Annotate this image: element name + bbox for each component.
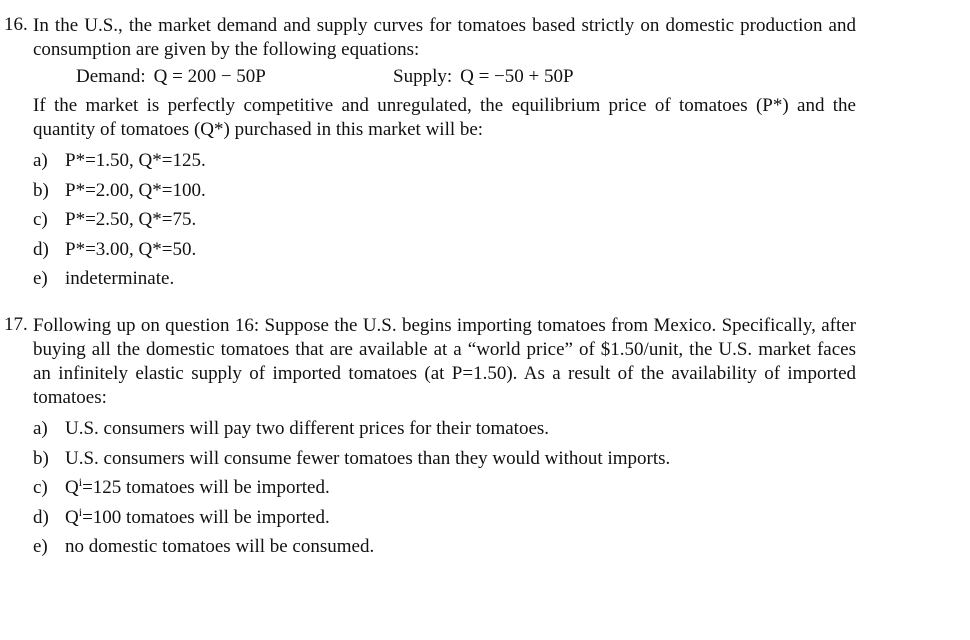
question-number: 17. (4, 314, 28, 335)
answer-option-a[interactable] (33, 414, 856, 444)
option-text: P*=3.00, Q*=50. (65, 238, 197, 260)
demand-formula: Q = 200 − 50P (153, 66, 266, 87)
option-text: U.S. consumers will pay two different prices for their tomatoes. (65, 418, 550, 439)
import-superscript: i (78, 475, 83, 490)
answer-option-a[interactable] (33, 146, 856, 176)
supply-label: Supply: (393, 66, 453, 87)
option-letter: d) (33, 238, 49, 260)
option-letter: c) (33, 477, 48, 499)
supply-equation (393, 62, 574, 92)
option-text (65, 473, 330, 503)
answer-option-e[interactable] (33, 532, 856, 562)
import-quantity-symbol: Q (65, 477, 79, 499)
question-body (33, 314, 856, 562)
option-letter: e) (33, 536, 48, 558)
question-body (33, 14, 856, 294)
option-letter: b) (33, 179, 49, 201)
demand-equation (76, 62, 266, 92)
answer-option-d[interactable] (33, 235, 856, 265)
demand-label: Demand: (76, 66, 146, 87)
answer-options (33, 146, 856, 294)
question-16 (4, 14, 856, 294)
option-text (65, 503, 330, 533)
question-number: 16. (4, 14, 28, 35)
option-letter: b) (33, 447, 49, 469)
answer-option-c[interactable] (33, 473, 856, 503)
option-text: U.S. consumers will consume fewer tomatoes than they would without imports. (65, 447, 671, 469)
option-letter: a) (33, 418, 48, 439)
answer-option-d[interactable] (33, 503, 856, 533)
question-stem-continued: If the market is perfectly competitive and unregulated, the equilibrium price of tomatoes (P*) and the quantity of tomatoes (Q*) purchased in this market will be: (33, 95, 856, 140)
answer-option-b[interactable] (33, 176, 856, 206)
answer-option-c[interactable] (33, 205, 856, 235)
option-text: indeterminate. (65, 268, 175, 290)
option-text: P*=2.50, Q*=75. (65, 209, 197, 231)
answer-options (33, 414, 856, 562)
option-letter: d) (33, 506, 49, 528)
option-text-rest: =125 tomatoes will be imported. (82, 477, 330, 499)
question-stem: Following up on question 16: Suppose the U.S. begins importing tomatoes from Mexico. Specifically, after buying all the domestic tomatoes that are available at a “world price” of $1.50/unit, the U.S. market faces an infinitely elastic supply of imported tomatoes (at P=1.50). As a result of the availability of imported tomatoes: (33, 315, 856, 408)
option-letter: c) (33, 209, 48, 231)
equations-row (33, 62, 856, 92)
question-stem: In the U.S., the market demand and supply curves for tomatoes based strictly on domestic production and consumption are given by the following equations: (33, 15, 856, 60)
answer-option-b[interactable] (33, 444, 856, 474)
option-text: P*=2.00, Q*=100. (65, 179, 206, 201)
import-superscript: i (78, 504, 83, 519)
question-17 (4, 314, 856, 562)
import-quantity-symbol: Q (65, 506, 79, 528)
option-letter: e) (33, 268, 48, 290)
option-text-rest: =100 tomatoes will be imported. (82, 506, 330, 528)
option-text: P*=1.50, Q*=125. (65, 150, 206, 171)
answer-option-e[interactable] (33, 264, 856, 294)
option-letter: a) (33, 150, 48, 171)
option-text: no domestic tomatoes will be consumed. (65, 536, 375, 558)
supply-formula: Q = −50 + 50P (460, 66, 574, 87)
